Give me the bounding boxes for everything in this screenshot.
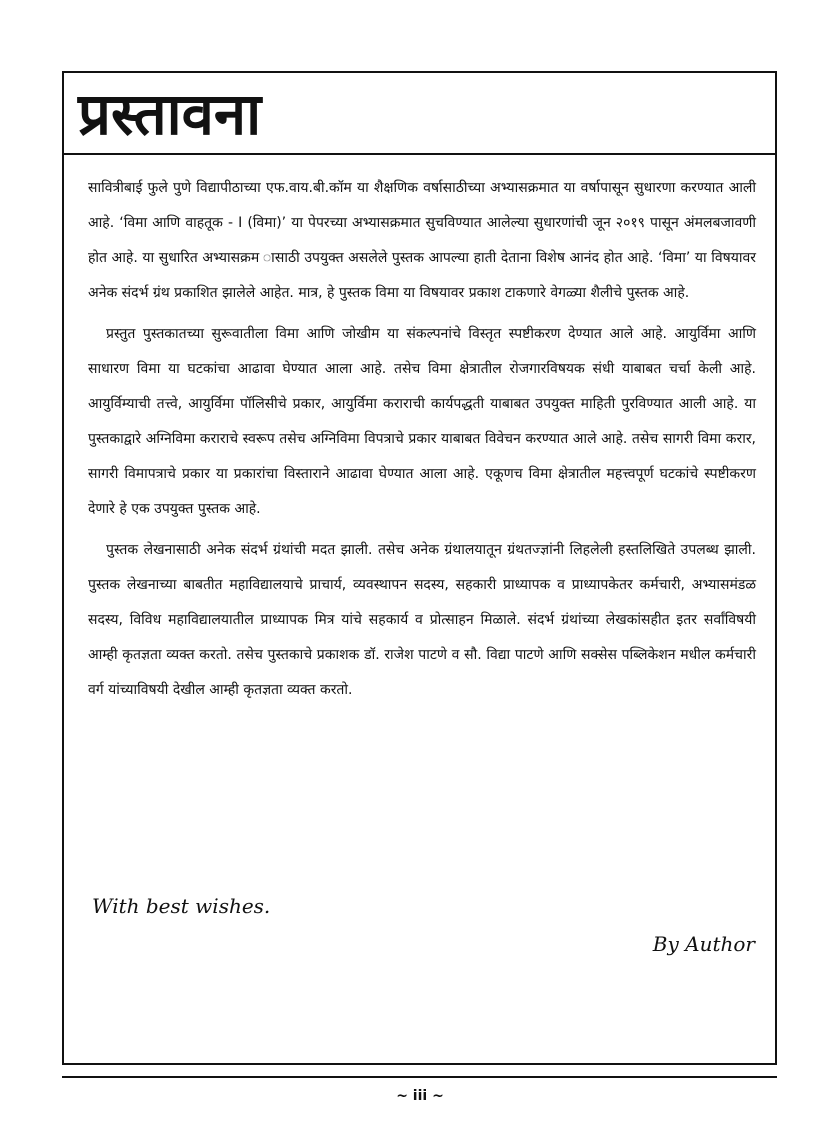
- footer-rule: [62, 1076, 777, 1078]
- author-signature: By Author: [652, 932, 755, 956]
- page-title: प्रस्तावना: [78, 80, 262, 148]
- paragraph-1: सावित्रीबाई फुले पुणे विद्यापीठाच्या एफ.वाय.बी.कॉम या शैक्षणिक वर्षासाठीच्या अभ्यासक्रमात या वर्षापासून सुधारणा करण्यात आली आहे. ‘विमा आणि वाहतूक - I (विमा)’ या पेपरच्या अभ्यासक्रमात सुचविण्यात आलेल्या सुधारणांची जून २०१९ पासून अंमलबजावणी होत आहे. या सुधारित अभ्यासक्रम ासाठी उपयुक्त असलेले पुस्तक आपल्या हाती देताना विशेष आनंद होत आहे. ‘विमा’ या विषयावर अनेक संदर्भ ग्रंथ प्रकाशित झालेले आहेत. मात्र, हे पुस्तक विमा या विषयावर प्रकाश टाकणारे वेगळ्या शैलीचे पुस्तक आहे.: [88, 180, 756, 301]
- heading-band: [64, 73, 775, 155]
- page-frame: [62, 71, 777, 1065]
- paragraph-3: पुस्तक लेखनासाठी अनेक संदर्भ ग्रंथांची मदत झाली. तसेच अनेक ग्रंथालयातून ग्रंथतज्ज्ञांनी लिहलेली हस्तलिखिते उपलब्ध झाली. पुस्तक लेखनाच्या बाबतीत महाविद्यालयाचे प्राचार्य, व्यवस्थापन सदस्य, सहकारी प्राध्यापक व प्राध्यापकेतर कर्मचारी, अभ्यासमंडळ सदस्य, विविध महाविद्यालयातील प्राध्यापक मित्र यांचे सहकार्य व प्रोत्साहन मिळाले. संदर्भ ग्रंथांच्या लेखकांसहीत इतर सर्वांविषयी आम्ही कृतज्ञता व्यक्त करतो. तसेच पुस्तकाचे प्रकाशक डॉ. राजेश पाटणे व सौ. विद्या पाटणे आणि सक्सेस पब्लिकेशन मधील कर्मचारी वर्ग यांच्याविषयी देखील आम्ही कृतज्ञता व्यक्त करतो.: [88, 542, 756, 698]
- paragraph-2: प्रस्तुत पुस्तकातच्या सुरूवातीला विमा आणि जोखीम या संकल्पनांचे विस्तृत स्पष्टीकरण देण्यात आले आहे. आयुर्विमा आणि साधारण विमा या घटकांचा आढावा घेण्यात आला आहे. तसेच विमा क्षेत्रातील रोजगारविषयक संधी याबाबत चर्चा केली आहे. आयुर्विम्याची तत्त्वे, आयुर्विमा पॉलिसीचे प्रकार, आयुर्विमा कराराची कार्यपद्धती याबाबत उपयुक्त माहिती पुरविण्यात आली आहे. या पुस्तकाद्वारे अग्निविमा कराराचे स्वरूप तसेच अग्निविमा विपत्राचे प्रकार याबाबत विवेचन करण्यात आले आहे. तसेच सागरी विमा करार, सागरी विमापत्राचे प्रकार या प्रकारांचा विस्ताराने आढावा घेण्यात आला आहे. एकूणच विमा क्षेत्रातील महत्त्वपूर्ण घटकांचे स्पष्टीकरण देणारे हे एक उपयुक्त पुस्तक आहे.: [88, 326, 756, 517]
- closing-wishes: With best wishes.: [92, 894, 271, 918]
- page-number: ~ iii ~: [396, 1088, 444, 1104]
- body-text: [88, 171, 756, 714]
